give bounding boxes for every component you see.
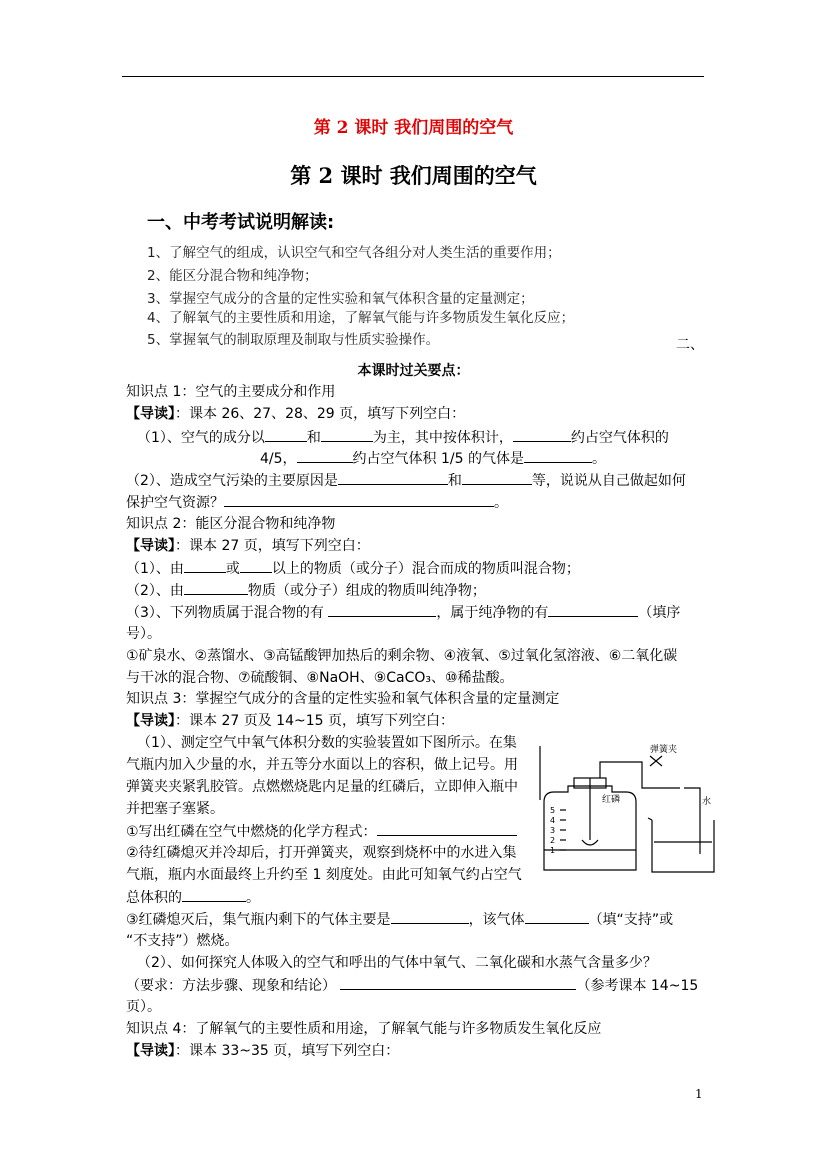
- scale-label: 1: [550, 846, 556, 855]
- k3-q2-cont: 页）。: [126, 999, 161, 1015]
- water-label: 水: [702, 797, 712, 807]
- answer-blank[interactable]: [462, 470, 532, 485]
- k1-q2-cont: 保护空气资源？ 。: [126, 492, 508, 513]
- answer-blank[interactable]: [548, 602, 638, 617]
- k3-q2: （2）、如何探究人体吸入的空气和呼出的气体中氧气、二氧化碳和水蒸气含量多少？: [137, 955, 657, 971]
- k1-q2: （2）、造成空气污染的主要原因是 和 等，说说从自己做起如何: [126, 470, 686, 491]
- answer-blank[interactable]: [525, 909, 589, 924]
- answer-blank[interactable]: [240, 558, 272, 573]
- k3-p4: 并把塞子塞紧。: [126, 801, 224, 817]
- answer-blank[interactable]: [513, 427, 571, 442]
- k2-items: ①矿泉水、②蒸馏水、③高锰酸钾加热后的剩余物、④液氧、⑤过氧化氢溶液、⑥二氧化碳: [126, 648, 678, 664]
- scale-label: 4: [550, 816, 556, 825]
- k2-q3-cont: 号）。: [126, 626, 161, 642]
- k3-p7: 气瓶，瓶内水面最终上升约至 1 刻度处。由此可知氧气约占空气: [126, 867, 522, 883]
- answer-blank[interactable]: [340, 975, 576, 990]
- answer-blank[interactable]: [328, 602, 436, 617]
- k1-guide: 【导读】：课本 26、27、28、29 页，填写下列空白：: [126, 406, 466, 422]
- red-phosphorus-label: 红磷: [602, 795, 621, 805]
- k2-title: 知识点 2：能区分混合物和纯净物: [126, 516, 336, 532]
- k2-q1: （1）、由 或 以上的物质（或分子）混合而成的物质叫混合物；: [126, 558, 580, 579]
- k4-guide: 【导读】：课本 33~35 页，填写下列空白：: [126, 1043, 400, 1059]
- page-title: 第 2 课时 我们周围的空气: [313, 118, 514, 138]
- k3-p2: 气瓶内加入少量的水，并五等分水面以上的容积，做上记号。用: [126, 757, 518, 773]
- answer-blank[interactable]: [184, 558, 226, 573]
- subtitle: 本课时过关要点：: [357, 363, 470, 379]
- objective-item: 1、了解空气的组成，认识空气和空气各组分对人类生活的重要作用；: [147, 245, 561, 261]
- section-title: 第 2 课时 我们周围的空气: [290, 163, 537, 188]
- answer-blank[interactable]: [391, 909, 469, 924]
- objective-item: 5、掌握氧气的制取原理及制取与性质实验操作。: [147, 332, 440, 348]
- scale-label: 3: [550, 826, 556, 835]
- k3-p9: ③红磷熄灭后，集气瓶内剩下的气体主要是 ，该气体 （填“支持”或: [126, 909, 673, 930]
- k2-guide: 【导读】：课本 27 页，填写下列空白：: [126, 538, 370, 554]
- k3-p5: ①写出红磷在空气中燃烧的化学方程式：: [126, 821, 517, 842]
- k3-q2-req: （要求：方法步骤、现象和结论） （参考课本 14~15: [126, 975, 698, 996]
- objective-item: 4、了解氧气的主要性质和用途，了解氧气能与许多物质发生氧化反应；: [147, 310, 575, 326]
- answer-blank[interactable]: [265, 427, 307, 442]
- answer-blank[interactable]: [321, 427, 373, 442]
- answer-blank[interactable]: [338, 470, 448, 485]
- oxygen-apparatus-diagram: [530, 740, 720, 880]
- k3-guide: 【导读】：课本 27 页及 14~15 页，填写下列空白：: [126, 713, 454, 729]
- header-rule: [122, 76, 704, 77]
- k3-p8: 总体积的 。: [126, 887, 260, 908]
- k1-q1-cont: 4/5， 约占空气体积 1/5 的气体是 。: [260, 448, 606, 469]
- k2-q3: （3）、下列物质属于混合物的有 ，属于纯净物的有 （填序: [126, 602, 680, 623]
- page-number: 1: [695, 1087, 703, 1101]
- k1-q1: （1）、空气的成分以 和 为主，其中按体积计， 约占空气体积的: [137, 427, 669, 448]
- answer-blank[interactable]: [524, 448, 592, 463]
- answer-blank[interactable]: [184, 580, 248, 595]
- section-marker-2: 二、: [676, 337, 704, 353]
- answer-blank[interactable]: [377, 821, 517, 836]
- k3-title: 知识点 3：掌握空气成分的含量的定性实验和氧气体积含量的定量测定: [126, 691, 560, 707]
- section-heading-1: 一、中考考试说明解读:: [147, 212, 335, 233]
- k4-title: 知识点 4：了解氧气的主要性质和用途，了解氧气能与许多物质发生氧化反应: [126, 1021, 602, 1037]
- answer-blank[interactable]: [297, 448, 353, 463]
- k2-q2: （2）、由 物质（或分子）组成的物质叫纯净物；: [126, 580, 486, 601]
- spring-clip-label: 弹簧夹: [650, 745, 678, 755]
- scale-label: 2: [550, 836, 556, 845]
- k3-p10: “不支持”）燃烧。: [126, 933, 239, 949]
- objective-item: 2、能区分混合物和纯净物；: [147, 268, 318, 284]
- k3-p3: 弹簧夹夹紧乳胶管。点燃燃烧匙内足量的红磷后，立即伸入瓶中: [126, 779, 518, 795]
- answer-blank[interactable]: [224, 492, 494, 507]
- answer-blank[interactable]: [182, 887, 246, 902]
- k2-items-cont: 与干冰的混合物、⑦硫酸铜、⑧NaOH、⑨CaCO₃、⑩稀盐酸。: [126, 670, 514, 686]
- k1-title: 知识点 1：空气的主要成分和作用: [126, 384, 336, 400]
- k3-p6: ②待红磷熄灭并冷却后，打开弹簧夹，观察到烧杯中的水进入集: [126, 845, 517, 861]
- objective-item: 3、掌握空气成分的含量的定性实验和氧气体积含量的定量测定；: [147, 291, 534, 307]
- k3-p1: （1）、测定空气中氧气体积分数的实验装置如下图所示。在集: [137, 735, 517, 751]
- scale-label: 5: [550, 806, 556, 815]
